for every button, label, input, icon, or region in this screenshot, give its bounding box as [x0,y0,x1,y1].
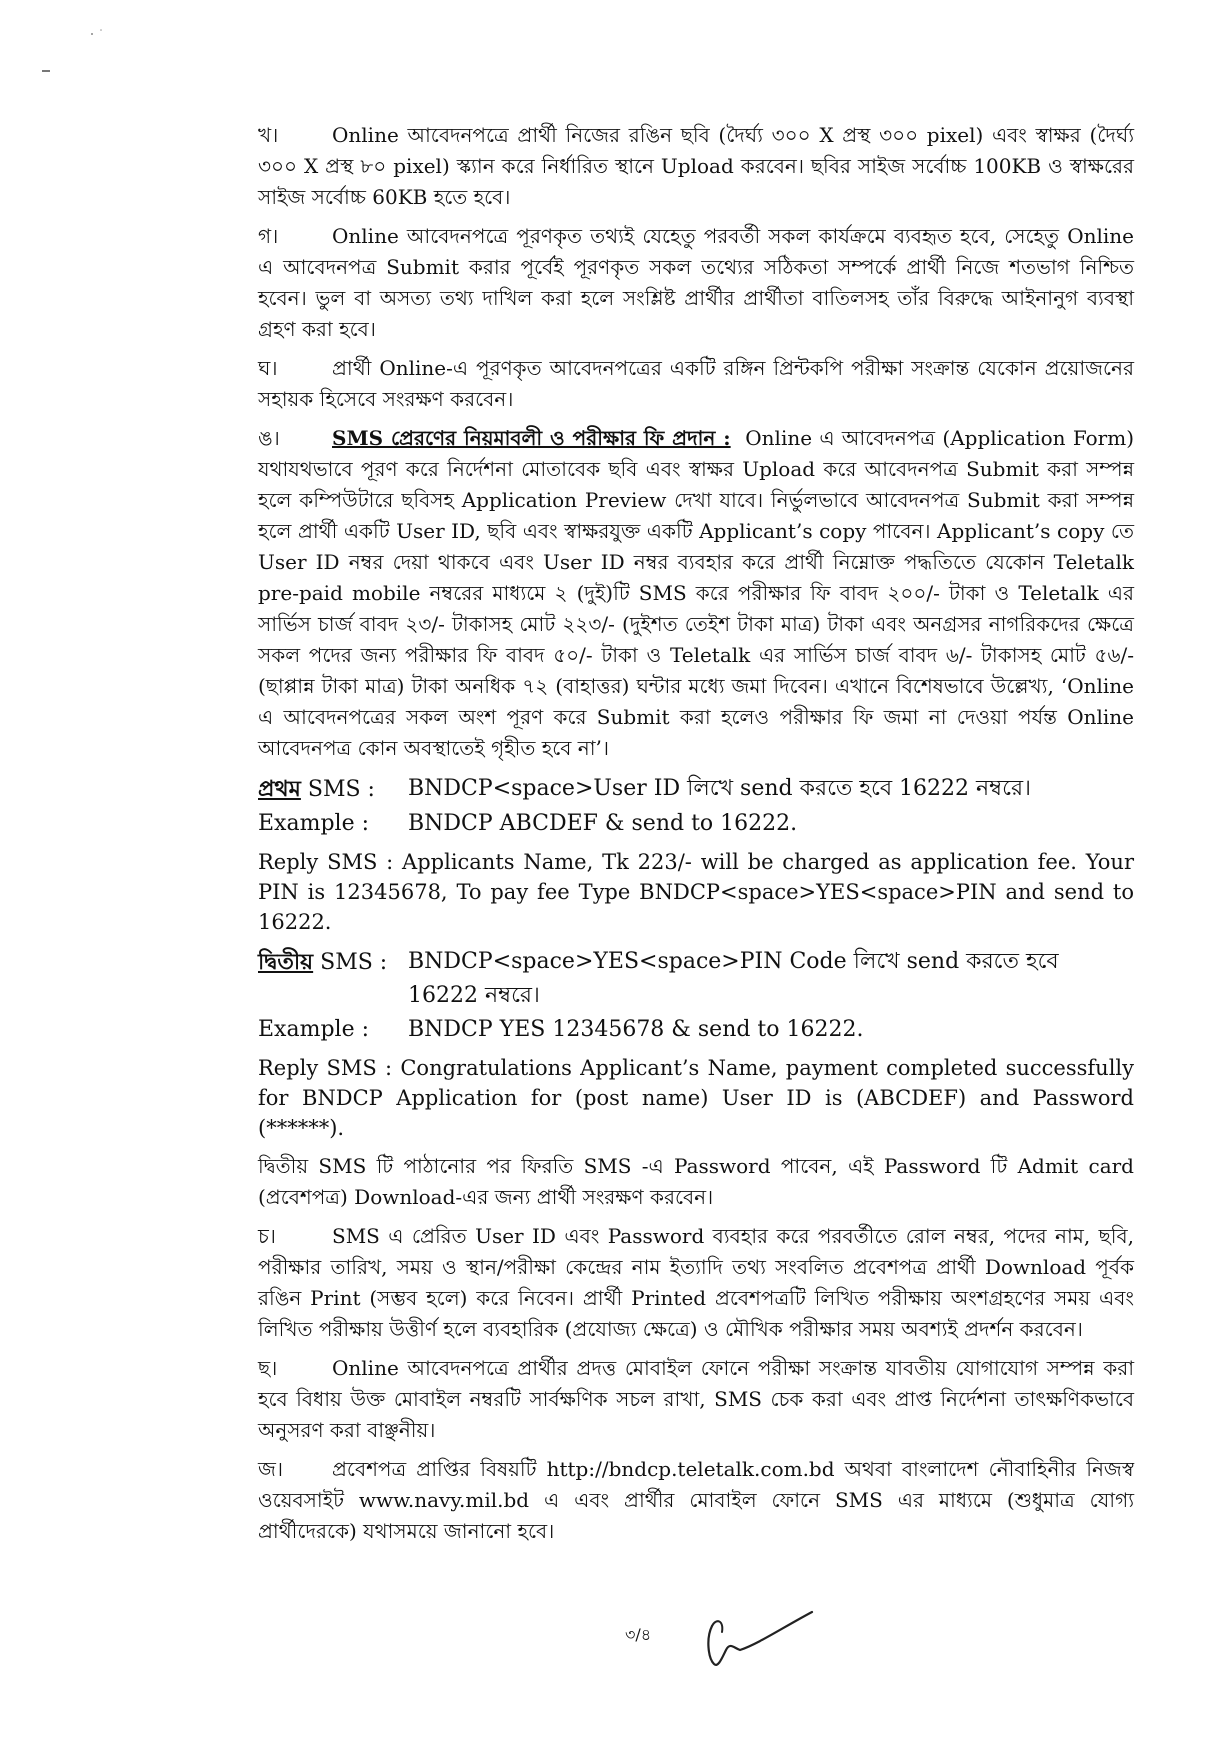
document-body [258,120,1134,1555]
after-sms-note: দ্বিতীয় SMS টি পাঠানোর পর ফিরতি SMS -এ Password পাবেন, এই Password টি Admit card (প্রবেশপত্র) Download-এর জন্য প্রার্থী সংরক্ষণ করবেন। [258,1154,1134,1209]
scan-specks [0,0,1208,120]
paragraph-text: প্রার্থী Online-এ পূরণকৃত আবেদনপত্রের একটি রঙ্গিন প্রিন্টকপি পরীক্ষা সংক্রান্ত যেকোন প্রয়োজনের সহায়ক হিসেবে সংরক্ষণ করবেন। [258,356,1134,411]
sms1-key: SMS : [307,777,375,802]
paragraph-label: খ। [258,123,279,147]
page-number: ৩/৪ [625,1625,652,1644]
paragraph-cha [258,1221,1134,1345]
paragraph-label: ঘ। [258,356,278,380]
paragraph-text: Online আবেদনপত্রে প্রার্থীর প্রদত্ত মোবাইল ফোনে পরীক্ষা সংক্রান্ত যাবতীয় যোগাযোগ সম্পন্ন করা হবে বিধায় উক্ত মোবাইল নম্বরটি সার্বক্ষণিক সচল রাখা, SMS চেক করা এবং প্রাপ্ত নির্দেশনা তাৎক্ষণিকভাবে অনুসরণ করা বাঞ্ছনীয়। [258,1356,1134,1442]
sms2-block [258,945,1134,1047]
sms1-value: BNDCP<space>User ID লিখে send করতে হবে 16222 নম্বরে। [408,776,1031,801]
paragraph-text: Online আবেদনপত্রে পূরণকৃত তথ্যই যেহেতু পরবর্তী সকল কার্যক্রমে ব্যবহৃত হবে, সেহেতু Online এ আবেদনপত্র Submit করার পূর্বেই পূরণকৃত সকল তথ্যের সঠিকতা সম্পর্কে প্রার্থী নিজে শতভাগ নিশ্চিত হবেন। ভুল বা অসত্য তথ্য দাখিল করা হলে সংশ্লিষ্ট প্রার্থীর প্রার্থীতা বাতিলসহ তাঁর বিরুদ্ধে আইনানুগ ব্যবস্থা গ্রহণ করা হবে। [258,224,1134,341]
sms1-reply: Reply SMS : Applicants Name, Tk 223/- will be charged as application fee. Your PIN is 12345678, To pay fee Type BNDCP<space>YES<space>PIN and send to 16222. [258,850,1134,934]
sms2-example-key: Example : [258,1017,369,1042]
paragraph-gha [258,353,1134,415]
sms1-block [258,772,1134,841]
paragraph-ja [258,1454,1134,1547]
sms-rules-heading: SMS প্রেরণের নিয়মাবলী ও পরীক্ষার ফি প্রদান : [332,426,731,450]
paragraph-text: Online এ আবেদনপত্র (Application Form) যথাযথভাবে পূরণ করে নির্দেশনা মোতাবেক ছবি এবং স্বাক্ষর Upload করে আবেদনপত্র Submit করা সম্পন্ন হলে কম্পিউটারে ছবিসহ Application Preview দেখা যাবে। নির্ভুলভাবে আবেদনপত্র Submit করা সম্পন্ন হলে প্রার্থী একটি User ID, ছবি এবং স্বাক্ষরযুক্ত একটি Applicant’s copy পাবেন। Applicant’s copy তে User ID নম্বর দেয়া থাকবে এবং User ID নম্বর ব্যবহার করে প্রার্থী নিম্নোক্ত পদ্ধতিতে যেকোন Teletalk pre-paid mobile নম্বরের মাধ্যমে ২ (দুই)টি SMS করে পরীক্ষার ফি বাবদ ২০০/- টাকা ও Teletalk এর সার্ভিস চার্জ বাবদ ২৩/- টাকাসহ মোট ২২৩/- (দুইশত তেইশ টাকা মাত্র) টাকা এবং অনগ্রসর নাগরিকদের ক্ষেত্রে সকল পদের জন্য পরীক্ষার ফি বাবদ ৫০/- টাকা ও Teletalk এর সার্ভিস চার্জ বাবদ ৬/- টাকাসহ মোট ৫৬/- (ছাপ্পান্ন টাকা মাত্র) টাকা অনধিক ৭২ (বাহাত্তর) ঘন্টার মধ্যে জমা দিবেন। এখানে বিশেষভাবে উল্লেখ্য, ‘Online এ আবেদনপত্রের সকল অংশ পূরণ করে Submit করা হলেও পরীক্ষার ফি জমা না দেওয়া পর্যন্ত Online আবেদনপত্র কোন অবস্থাতেই গৃহীত হবে না’। [258,426,1134,760]
sms2-row [258,945,1134,1013]
paragraph-label: চ। [258,1224,276,1248]
sms1-heading: প্রথম [258,776,301,802]
sms2-example-row [258,1013,1134,1047]
paragraph-text: প্রবেশপত্র প্রাপ্তির বিষয়টি http://bndcp.teletalk.com.bd অথবা বাংলাদেশ নৌবাহিনীর নিজস্ব ওয়েবসাইট www.navy.mil.bd এ এবং প্রার্থীর মোবাইল ফোনে SMS এর মাধ্যমে (শুধুমাত্র যোগ্য প্রার্থীদেরকে) যথাসময়ে জানানো হবে। [258,1457,1134,1543]
paragraph-label: ঙ। [258,426,280,450]
sms2-key: SMS : [320,950,388,975]
paragraph-label: গ। [258,224,279,248]
paragraph-label: ছ। [258,1356,278,1380]
paragraph-label: জ। [258,1457,284,1481]
paragraph-text: SMS এ প্রেরিত User ID এবং Password ব্যবহার করে পরবর্তীতে রোল নম্বর, পদের নাম, ছবি, পরীক্ষার তারিখ, সময় ও স্থান/পরীক্ষা কেন্দ্রের নাম ইত্যাদি তথ্য সংবলিত প্রবেশপত্র প্রার্থী Download পূর্বক রঙিন Print (সম্ভব হলে) করে নিবেন। প্রার্থী Printed প্রবেশপত্রটি লিখিত পরীক্ষায় অংশগ্রহণের সময় এবং লিখিত পরীক্ষায় উত্তীর্ণ হলে ব্যবহারিক (প্রযোজ্য ক্ষেত্রে) ও মৌখিক পরীক্ষার সময় অবশ্যই প্রদর্শন করবেন। [258,1224,1134,1341]
sms1-example-key: Example : [258,811,369,836]
sms1-example-row [258,807,1134,841]
signature-initial [700,1598,820,1678]
sms2-reply: Reply SMS : Congratulations Applicant’s Name, payment completed successfully for BNDCP Application for (post name) User ID is (ABCDEF) and Password (******). [258,1056,1134,1140]
paragraph-uma [258,423,1134,764]
sms2-heading: দ্বিতীয় [258,949,314,975]
paragraph-chha [258,1353,1134,1446]
paragraph-ga [258,221,1134,345]
sms1-row [258,772,1134,807]
sms2-value: BNDCP<space>YES<space>PIN Code লিখে send করতে হবে 16222 নম্বরে। [408,949,1059,1008]
paragraph-kha [258,120,1134,213]
sms1-example-value: BNDCP ABCDEF & send to 16222. [408,811,798,836]
paragraph-text: Online আবেদনপত্রে প্রার্থী নিজের রঙিন ছবি (দৈর্ঘ্য ৩০০ X প্রস্থ ৩০০ pixel) এবং স্বাক্ষর (দৈর্ঘ্য ৩০০ X প্রস্থ ৮০ pixel) স্ক্যান করে নির্ধারিত স্থানে Upload করবেন। ছবির সাইজ সর্বোচ্চ 100KB ও স্বাক্ষরের সাইজ সর্বোচ্চ 60KB হতে হবে। [258,123,1134,209]
sms2-example-value: BNDCP YES 12345678 & send to 16222. [408,1017,864,1042]
